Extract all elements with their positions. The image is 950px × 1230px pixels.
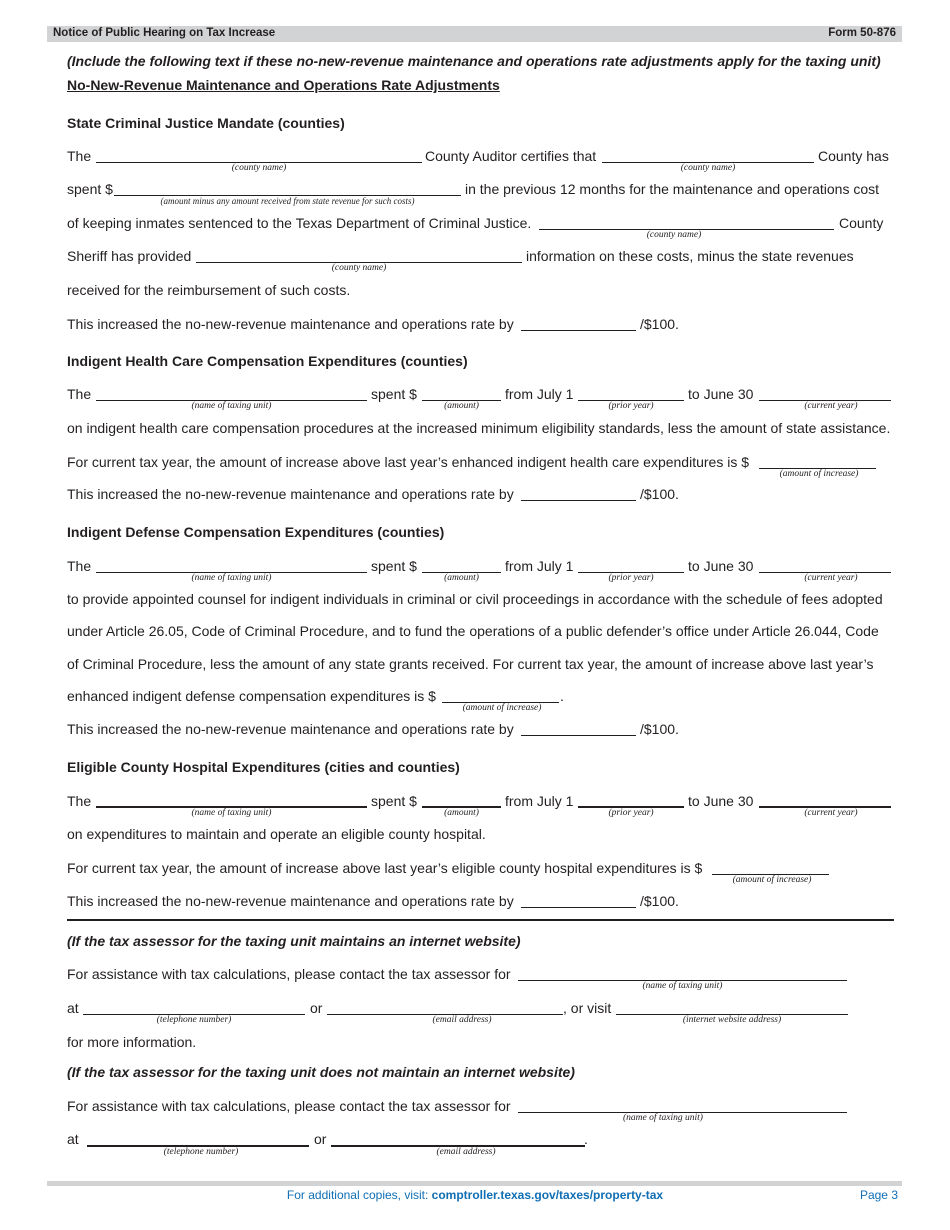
text-rate: This increased the no-new-revenue maintenance and operations rate by	[67, 316, 514, 332]
text-spent: spent $	[371, 386, 417, 402]
text-per100: /$100.	[640, 486, 679, 502]
field-caption: (telephone number)	[156, 1015, 232, 1025]
text-county: County	[839, 215, 884, 231]
text-spent: spent $	[67, 181, 113, 197]
rate-field[interactable]	[521, 330, 636, 331]
field-caption: (amount of increase)	[732, 875, 812, 885]
text-on: on expenditures to maintain and operate an eligible county hospital.	[67, 826, 486, 842]
text-the: The	[67, 558, 92, 574]
text-at: at	[67, 1000, 79, 1016]
form-title: Notice of Public Hearing on Tax Increase	[53, 27, 276, 39]
field-caption: (amount)	[444, 573, 479, 583]
field-caption: (email address)	[436, 1147, 496, 1157]
field-caption: (name of taxing unit)	[191, 573, 272, 583]
text-per100: /$100.	[640, 721, 679, 737]
text-auditor: County Auditor certifies that	[425, 148, 597, 164]
intro-instruction: (Include the following text if these no-new-revenue maintenance and operations rate adjustments apply for the taxing unit)	[67, 53, 881, 69]
text-or: or	[314, 1131, 327, 1147]
field-caption: (county name)	[331, 263, 387, 273]
text-rate: This increased the no-new-revenue maintenance and operations rate by	[67, 486, 514, 502]
health-heading: Indigent Health Care Compensation Expenditures (counties)	[67, 353, 468, 369]
text-sheriff: Sheriff has provided	[67, 248, 192, 264]
field-caption: (email address)	[432, 1015, 492, 1025]
text-para: to provide appointed counsel for indigent individuals in criminal or civil proceedings in accordance with the schedule of fees adopted	[67, 591, 883, 607]
text-at: at	[67, 1131, 79, 1147]
text-spent: spent $	[371, 558, 417, 574]
footer-bar	[47, 1181, 902, 1186]
criminal-heading: State Criminal Justice Mandate (counties)	[67, 115, 345, 131]
text-info: information on these costs, minus the state revenues	[526, 248, 854, 264]
text-from: from July 1	[505, 558, 574, 574]
text-period: .	[560, 688, 564, 704]
footer-note	[0, 1188, 950, 1202]
text-assist: For assistance with tax calculations, please contact the tax assessor for	[67, 1098, 511, 1114]
text-assist: For assistance with tax calculations, please contact the tax assessor for	[67, 966, 511, 982]
text-per100: /$100.	[640, 316, 679, 332]
text-para: of Criminal Procedure, less the amount of any state grants received. For current tax year, the amount of increase above last year’s	[67, 656, 874, 672]
section-divider	[67, 919, 894, 921]
text-from: from July 1	[505, 386, 574, 402]
field-caption: (county name)	[231, 163, 287, 173]
nowebsite-heading: (If the tax assessor for the taxing unit does not maintain an internet website)	[67, 1064, 575, 1080]
field-caption: (name of taxing unit)	[191, 808, 272, 818]
field-caption: (name of taxing unit)	[191, 401, 272, 411]
field-caption: (name of taxing unit)	[642, 981, 723, 991]
text-para: enhanced indigent defense compensation expenditures is $	[67, 688, 436, 704]
text-on: on indigent health care compensation procedures at the increased minimum eligibility standards, less the amount of state assistance.	[67, 420, 891, 436]
footer-prefix: For additional copies, visit:	[286, 1188, 432, 1202]
field-caption: (prior year)	[608, 573, 654, 583]
text-keeping: of keeping inmates sentenced to the Texas Department of Criminal Justice.	[67, 215, 532, 231]
text-per100: /$100.	[640, 893, 679, 909]
text-para: under Article 26.05, Code of Criminal Procedure, and to fund the operations of a public defender’s office under Article 26.044, Code	[67, 623, 879, 639]
field-caption: (county name)	[646, 230, 702, 240]
field-caption: (amount of increase)	[462, 703, 542, 713]
defense-heading: Indigent Defense Compensation Expenditures (counties)	[67, 524, 445, 540]
field-caption: (amount)	[444, 401, 479, 411]
section-title: No-New-Revenue Maintenance and Operations Rate Adjustments	[67, 77, 500, 93]
text-rate: This increased the no-new-revenue maintenance and operations rate by	[67, 893, 514, 909]
text-current: For current tax year, the amount of increase above last year’s eligible county hospital expenditures is $	[67, 860, 703, 876]
text-maint: in the previous 12 months for the maintenance and operations cost	[465, 181, 880, 197]
page-number: Page 3	[859, 1188, 898, 1202]
footer-link[interactable]: comptroller.texas.gov/taxes/property-tax	[431, 1188, 664, 1202]
text-received: received for the reimbursement of such costs.	[67, 282, 351, 298]
text-to: to June 30	[688, 558, 754, 574]
field-caption: (prior year)	[608, 401, 654, 411]
text-to: to June 30	[688, 793, 754, 809]
field-caption: (amount minus any amount received from state revenue for such costs)	[160, 196, 415, 206]
rate-field[interactable]	[521, 907, 636, 908]
field-caption: (county name)	[680, 163, 736, 173]
text-or: or	[310, 1000, 323, 1016]
text-rate: This increased the no-new-revenue maintenance and operations rate by	[67, 721, 514, 737]
text-current: For current tax year, the amount of increase above last year’s enhanced indigent health care expenditures is $	[67, 454, 750, 470]
form-header-bar	[47, 26, 902, 42]
field-caption: (current year)	[804, 808, 858, 818]
field-caption: (amount)	[444, 808, 479, 818]
text-county-has: County has	[818, 148, 889, 164]
text-to: to June 30	[688, 386, 754, 402]
text-from: from July 1	[505, 793, 574, 809]
website-heading: (If the tax assessor for the taxing unit maintains an internet website)	[67, 933, 521, 949]
field-caption: (telephone number)	[163, 1147, 239, 1157]
field-caption: (current year)	[804, 401, 858, 411]
field-caption: (current year)	[804, 573, 858, 583]
field-caption: (name of taxing unit)	[623, 1113, 703, 1123]
text-more: for more information.	[67, 1034, 197, 1050]
form-number: Form 50-876	[828, 27, 896, 39]
rate-field[interactable]	[521, 735, 636, 736]
text-the: The	[67, 793, 92, 809]
field-caption: (internet website address)	[682, 1015, 782, 1025]
text-spent: spent $	[371, 793, 417, 809]
field-caption: (amount of increase)	[779, 469, 859, 479]
text-the: The	[67, 386, 92, 402]
text-the: The	[67, 148, 92, 164]
text-period: .	[584, 1131, 588, 1147]
hospital-heading: Eligible County Hospital Expenditures (cities and counties)	[67, 759, 460, 775]
text-visit: , or visit	[563, 1000, 612, 1016]
field-caption: (prior year)	[608, 808, 654, 818]
rate-field[interactable]	[521, 500, 636, 501]
